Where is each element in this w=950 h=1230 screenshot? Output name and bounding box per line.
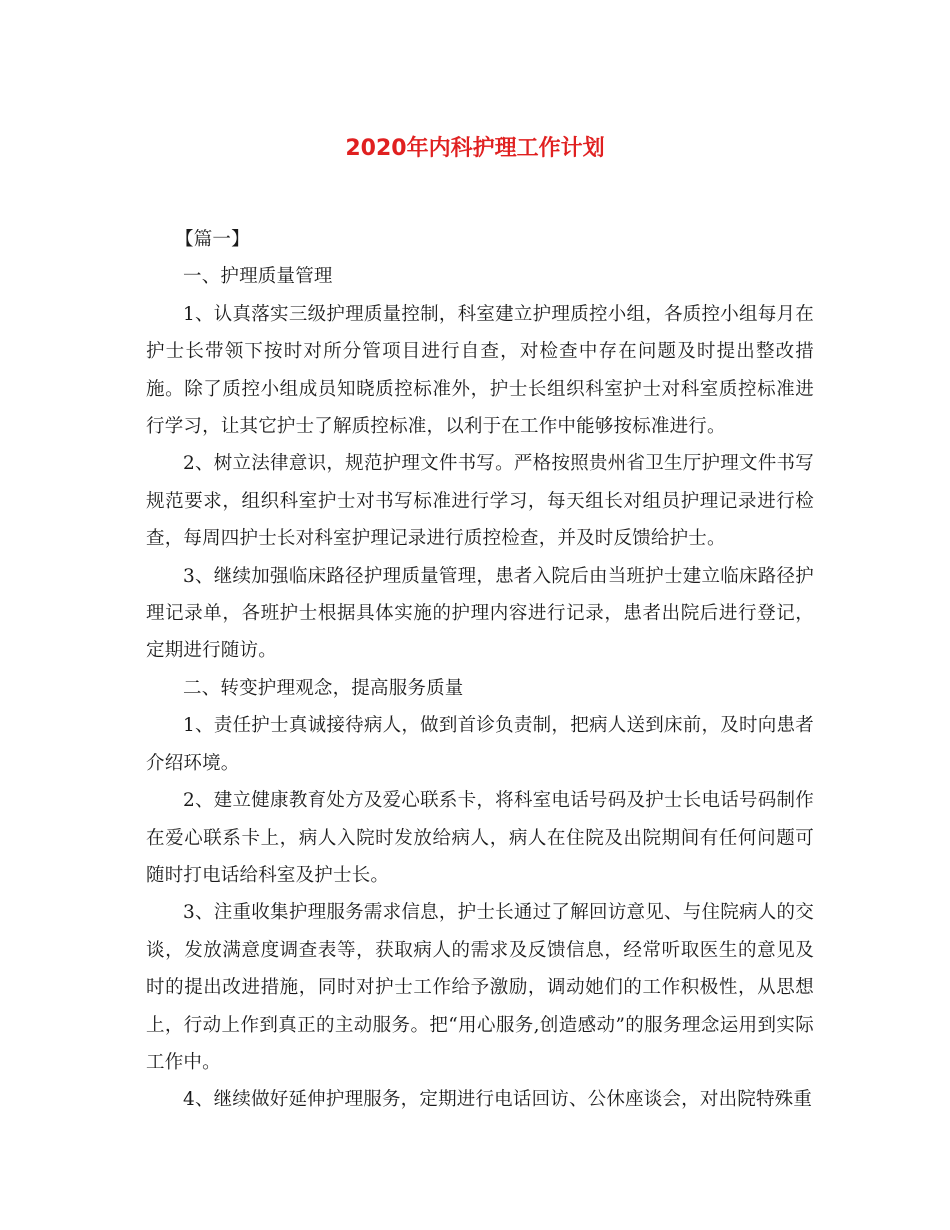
paragraph: 2、树立法律意识，规范护理文件书写。严格按照贵州省卫生厅护理文件书写规范要求，组织科室护士对书写标准进行学习，每天组长对组员护理记录进行检查，每周四护士长对科室护理记录进行质控检查，并及时反馈给护士。 [146,453,814,550]
section-heading-service-quality: 二、转变护理观念，提高服务质量 [183,677,464,699]
document-title: 2020年内科护理工作计划 [345,136,605,161]
section-label: 【篇一】 [175,229,250,250]
paragraph: 1、认真落实三级护理质量控制，科室建立护理质控小组，各质控小组每月在护士长带领下按时对所分管项目进行自查，对检查中存在问题及时提出整改措施。除了质控小组成员知晓质控标准外，护士长组织科室护士对科室质控标准进行学习，让其它护士了解质控标准，以利于在工作中能够按标准进行。 [146,303,814,438]
section-heading-quality-management: 一、护理质量管理 [183,266,333,288]
paragraph: 1、责任护士真诚接待病人，做到首诊负责制，把病人送到床前，及时向患者介绍环境。 [146,715,814,774]
paragraph: 2、建立健康教育处方及爱心联系卡，将科室电话号码及护士长电话号码制作在爱心联系卡上，病人入院时发放给病人，病人在住院及出院期间有任何问题可随时打电话给科室及护士长。 [146,790,814,886]
document-body [146,221,814,1119]
paragraph: 3、继续加强临床路径护理质量管理，患者入院后由当班护士建立临床路径护理记录单，各班护士根据具体实施的护理内容进行记录，患者出院后进行登记，定期进行随访。 [146,565,814,662]
paragraph: 3、注重收集护理服务需求信息，护士长通过了解回访意见、与住院病人的交谈，发放满意度调查表等，获取病人的需求及反馈信息，经常听取医生的意见及时的提出改进措施，同时对护士工作给予激励，调动她们的工作积极性，从思想上，行动上作到真正的主动服务。把“用心服务,创造感动”的服务理念运用到实际工作中。 [146,902,814,1073]
paragraph: 4、继续做好延伸护理服务，定期进行电话回访、公休座谈会，对出院特殊重 [183,1089,813,1111]
